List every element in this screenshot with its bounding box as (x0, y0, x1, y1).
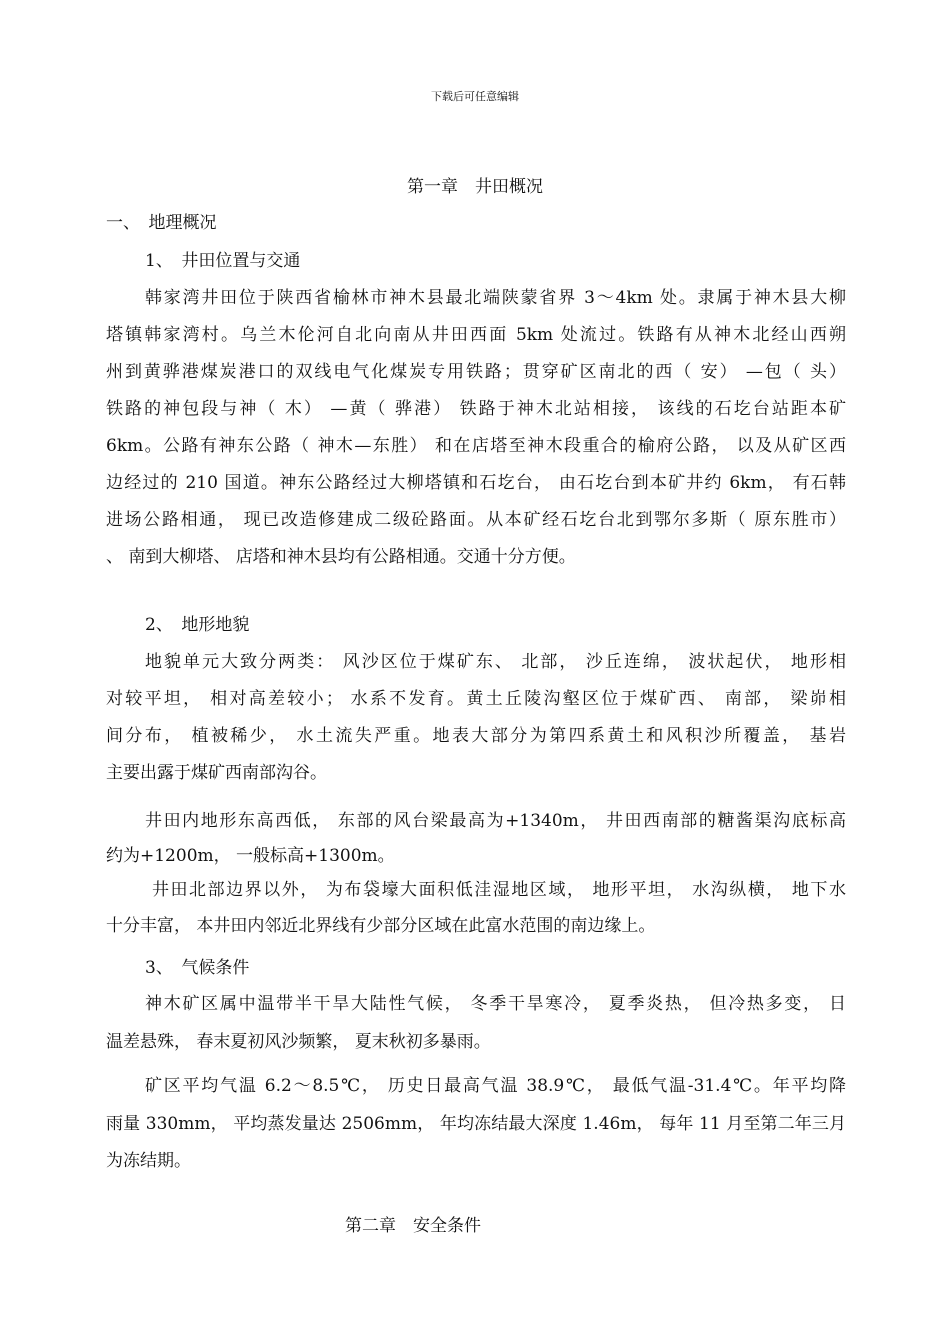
text-line: 州到黄骅港煤炭港口的双线电气化煤炭专用铁路；贯穿矿区南北的西（ 安） —包（ 头） (106, 362, 846, 382)
text-line: 雨量 330mm， 平均蒸发量达 2506mm， 年均冻结最大深度 1.46m， 每年 11 月至第二年三月 (106, 1114, 846, 1134)
text-line: 主要出露于煤矿西南部沟谷。 (106, 763, 327, 783)
text-line: 十分丰富， 本井田内邻近北界线有少部分区域在此富水范围的南边缘上。 (106, 916, 656, 936)
subsection-1-heading: 1、 井田位置与交通 (145, 251, 301, 271)
text-line: 井田内地形东高西低， 东部的风台梁最高为+1340m， 井田西南部的糖酱渠沟底标高 (145, 811, 846, 831)
text-line: 约为+1200m， 一般标高+1300m。 (106, 846, 395, 866)
chapter-1-title: 第一章 井田概况 (407, 177, 543, 197)
section-1-heading: 一、 地理概况 (106, 213, 217, 233)
text-line: 对较平坦， 相对高差较小； 水系不发育。黄土丘陵沟壑区位于煤矿西、 南部， 梁峁相 (106, 689, 846, 709)
text-line: 温差悬殊， 春末夏初风沙频繁， 夏末秋初多暴雨。 (106, 1032, 491, 1052)
subsection-2-heading: 2、 地形地貌 (145, 615, 250, 635)
chapter-2-title: 第二章 安全条件 (345, 1216, 481, 1236)
text-line: 地貌单元大致分两类： 风沙区位于煤矿东、 北部， 沙丘连绵， 波状起伏， 地形相 (145, 652, 846, 672)
text-line: 神木矿区属中温带半干旱大陆性气候， 冬季干旱寒冷， 夏季炎热， 但冷热多变， 日 (145, 994, 846, 1014)
text-line: 6km。公路有神东公路（ 神木—东胜） 和在店塔至神木段重合的榆府公路， 以及从矿区西 (106, 436, 846, 456)
text-line: 铁路的神包段与神（ 木） —黄（ 骅港） 铁路于神木北站相接， 该线的石圪台站距本矿 (106, 399, 846, 419)
text-line: 韩家湾井田位于陕西省榆林市神木县最北端陕蒙省界 3～4km 处。隶属于神木县大柳 (145, 288, 846, 308)
page-header-note: 下载后可任意编辑 (431, 90, 519, 103)
text-line: 矿区平均气温 6.2～8.5℃， 历史日最高气温 38.9℃， 最低气温-31.4℃。年平均降 (145, 1076, 846, 1096)
subsection-3-heading: 3、 气候条件 (145, 958, 250, 978)
text-line: 边经过的 210 国道。神东公路经过大柳塔镇和石圪台， 由石圪台到本矿井约 6km， 有石韩 (106, 473, 846, 493)
text-line: 为冻结期。 (106, 1151, 191, 1171)
text-line: 间分布， 植被稀少， 水土流失严重。地表大部分为第四系黄土和风积沙所覆盖， 基岩 (106, 726, 846, 746)
text-line: 、 南到大柳塔、 店塔和神木县均有公路相通。交通十分方便。 (106, 547, 576, 567)
text-line: 井田北部边界以外， 为布袋壕大面积低洼湿地区域， 地形平坦， 水沟纵横， 地下水 (145, 880, 846, 900)
text-line: 进场公路相通， 现已改造修建成二级砼路面。从本矿经石圪台北到鄂尔多斯（ 原东胜市） (106, 510, 846, 530)
text-line: 塔镇韩家湾村。乌兰木伦河自北向南从井田西面 5km 处流过。铁路有从神木北经山西朔 (106, 325, 846, 345)
